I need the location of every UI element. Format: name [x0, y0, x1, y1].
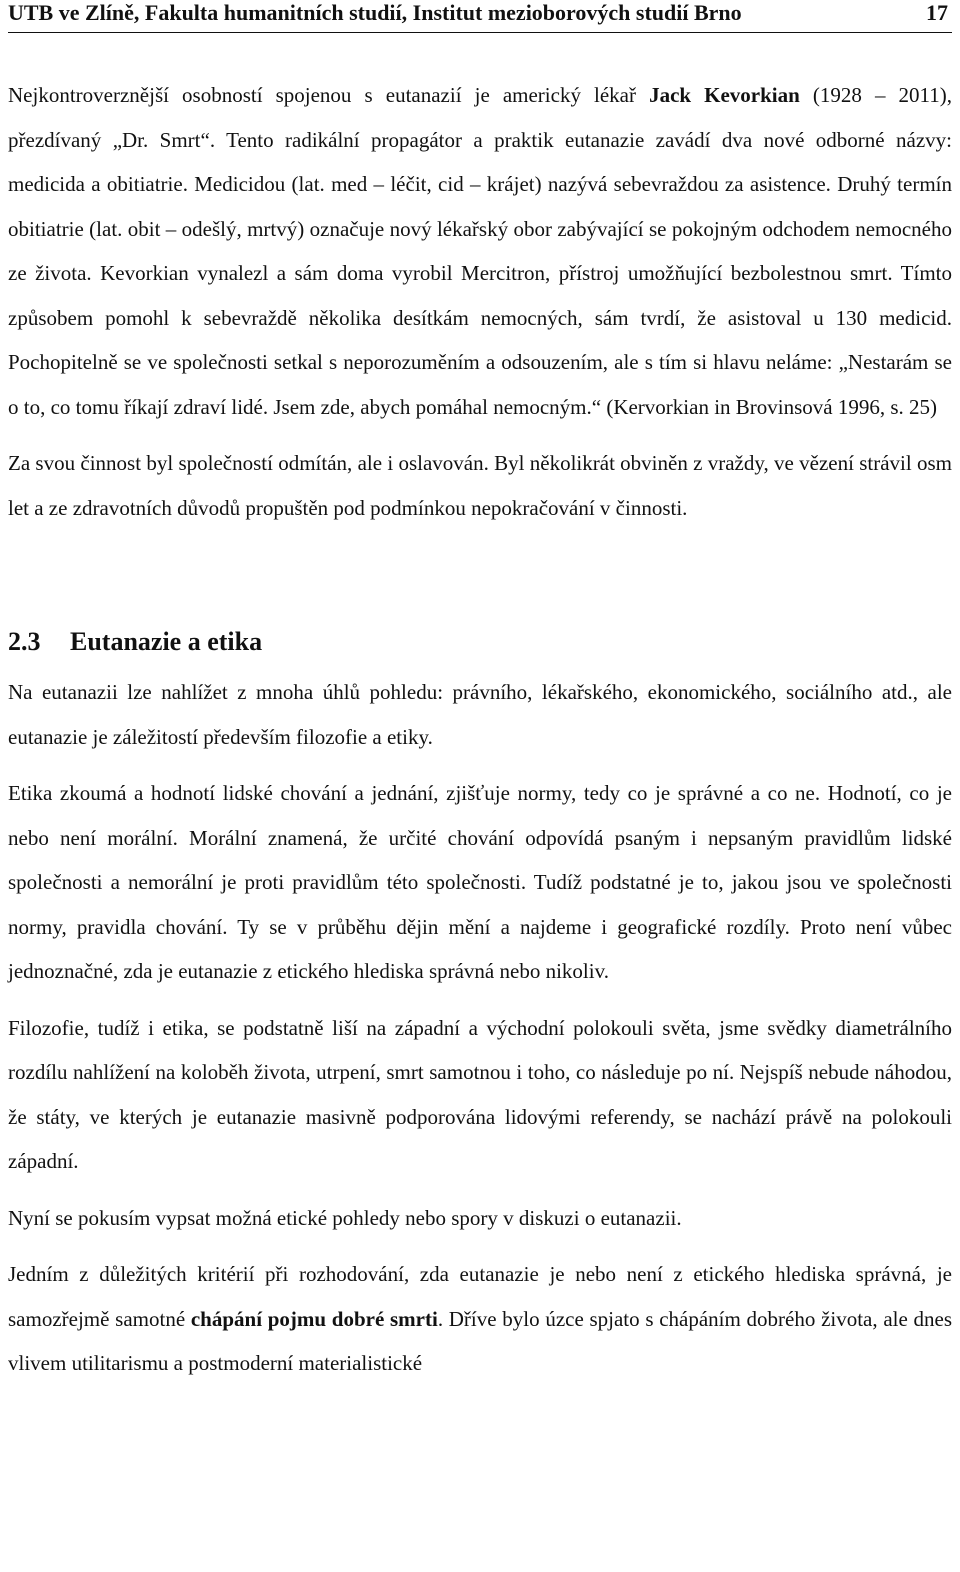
paragraph-ethics: Etika zkoumá a hodnotí lidské chování a jednání, zjišťuje normy, tedy co je správné a co ne. Hodnotí, co je nebo není morální. Morální znamená, že určité chování odpovídá psaným i nepsaným pravidlům lidské společnosti a nemorální je proti pravidlům této společnosti. Tudíž podstatné je to, jakou jsou ve společnosti normy, pravidla chování. Ty se v průběhu dějin mění a najdeme i geografické rozdíly. Proto není vůbec jednoznačné, zda je eutanazie z etického hlediska správná nebo nikoliv.	[8, 781, 952, 983]
paragraph-activity: Za svou činnost byl společností odmítán, ale i oslavován. Byl několikrát obviněn z vraždy, ve vězení strávil osm let a ze zdravotních důvodů propuštěn pod podmínkou nepokračování v činnosti.	[8, 451, 952, 520]
document-body	[8, 73, 952, 1398]
paragraph-intro-views: Nyní se pokusím vypsat možná etické pohledy nebo spory v diskuzi o eutanazii.	[8, 1205, 682, 1230]
paragraph-good-death	[8, 1252, 952, 1386]
paragraph-philosophy: Filozofie, tudíž i etika, se podstatně liší na západní a východní polokouli světa, jsme svědky diametrálního rozdílu nahlížení na koloběh života, utrpení, smrt samotnou i toho, co následuje po ní. Nejspíš nebude náhodou, že státy, ve kterých je eutanazie masivně podporována lidovými referendy, se nachází právě na polokouli západní.	[8, 1015, 952, 1173]
paragraph-perspectives: Na eutanazii lze nahlížet z mnoha úhlů pohledu: právního, lékařského, ekonomického, sociálního atd., ale eutanazie je záležitostí především filozofie a etiky.	[8, 680, 952, 749]
paragraph-text: . Dříve bylo úzce spjato s chápáním dobrého života, ale dnes vlivem utilitarismu a postmoderní materialistické	[8, 1306, 953, 1375]
paragraph-text: Jedním z důležitých kritérií při rozhodování, zda eutanazie je nebo není z etického hlediska správná, je samozřejmě samotné	[8, 1262, 952, 1331]
paragraph-text: Nejkontroverznější osobností spojenou s eutanazií je americký lékař	[8, 83, 650, 107]
paragraph-text: (1928 – 2011), přezdívaný „Dr. Smrt“. Tento radikální propagátor a praktik eutanazie zavádí dva nové odborné názvy: medicida a obitiatrie. Medicidou (lat. med – léčit, cid – krájet) nazývá sebevraždou za asistence. Druhý termín obitiatrie (lat. obit – odešlý, mrtvý) označuje nový lékařský obor zabývající se pokojným odchodem nemocného ze života. Kevorkian vynalezl a sám doma vyrobil Mercitron, přístroj umožňující bezbolestnou smrt. Tímto způsobem pomohl k sebevraždě několika desítkám nemocných, sám tvrdí, že asistoval u 130 medicid. Pochopitelně se ve společnosti setkal s neporozuměním a odsouzením, ale s tím si hlavu neláme: „Nestarám se o to, co tomu říkají zdraví lidé. Jsem zde, abych pomáhal nemocným.“ (Kervorkian in Brovinsová 1996, s. 25)	[8, 83, 953, 419]
bold-term: chápání pojmu dobré smrti	[190, 1306, 438, 1331]
section-number: 2.3	[8, 627, 41, 656]
section-heading	[8, 620, 952, 664]
bold-name: Jack Kevorkian	[649, 83, 800, 107]
page-header	[8, 0, 952, 33]
page-number: 17	[926, 0, 948, 25]
paragraph-kevorkian	[8, 73, 952, 429]
header-title: UTB ve Zlíně, Fakulta humanitních studií, Institut mezioborových studií Brno	[8, 0, 742, 25]
section-title: Eutanazie a etika	[70, 627, 263, 656]
